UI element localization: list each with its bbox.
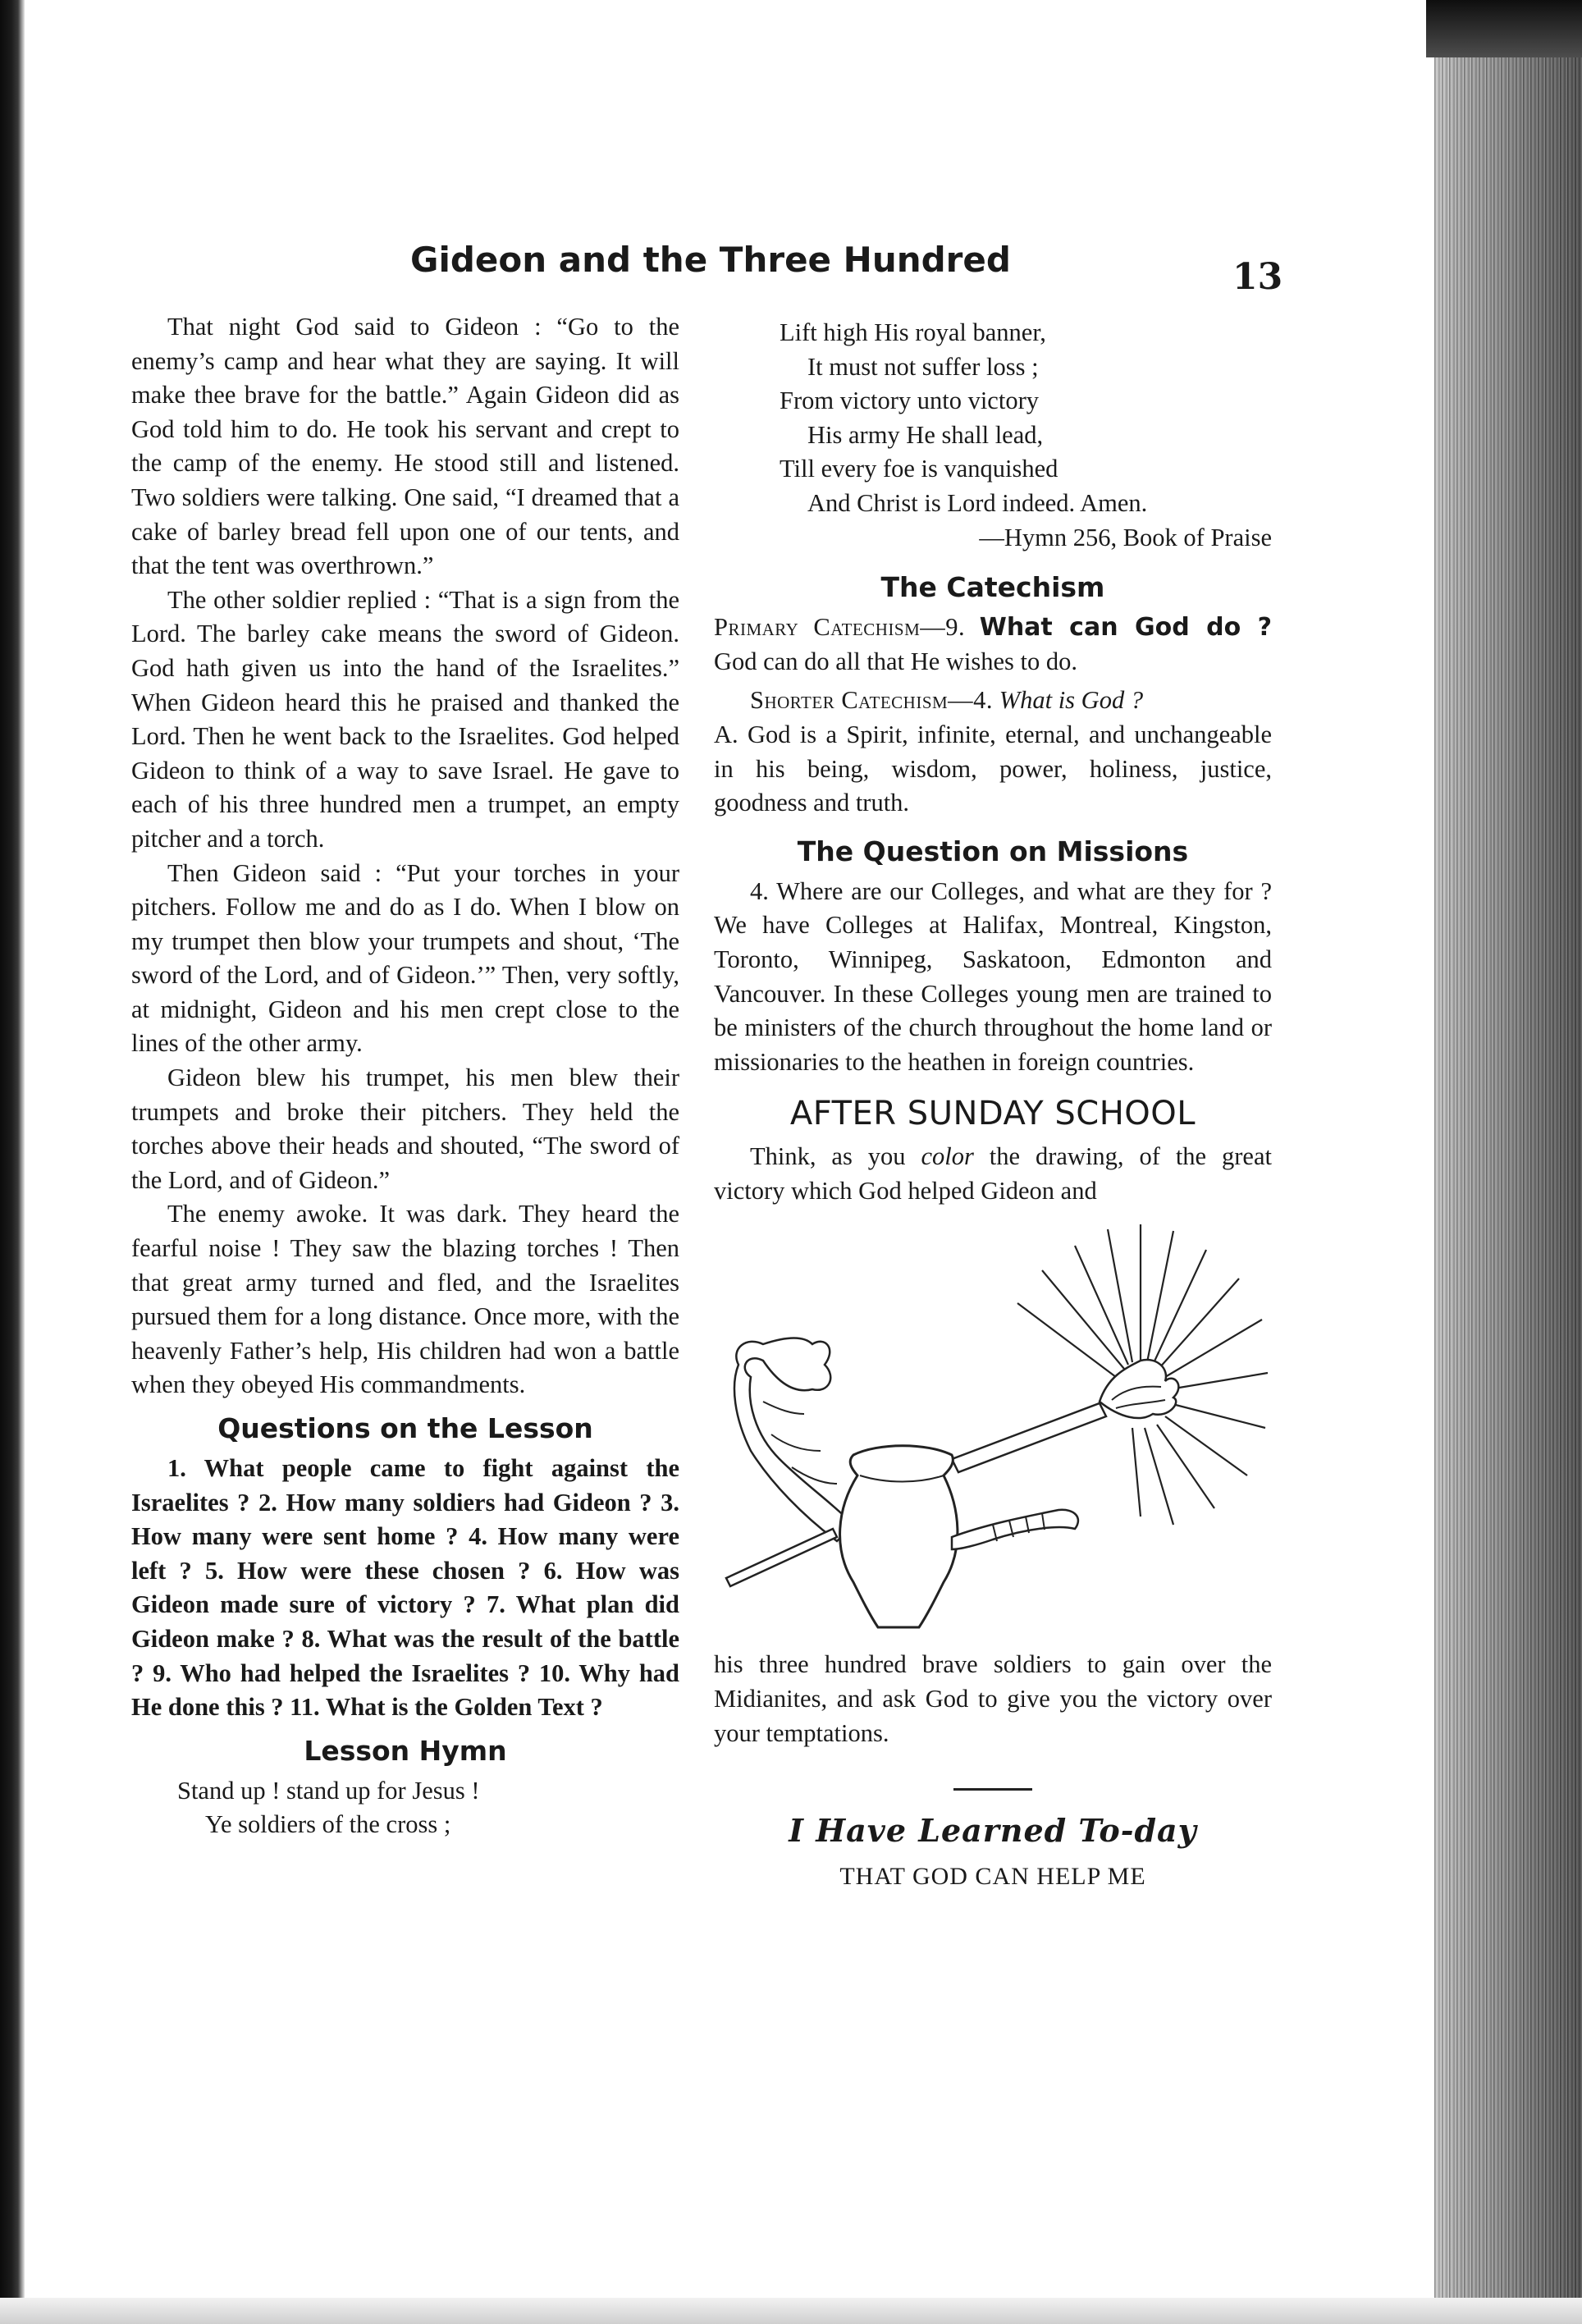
scan-bottom-edge <box>0 2298 1582 2324</box>
scan-left-edge <box>0 0 25 2324</box>
right-column <box>714 316 1272 1893</box>
lesson-hymn-lines <box>177 1774 679 1842</box>
primary-catechism-label: Primary Catechism—9. <box>714 613 966 642</box>
intro-text-end: the drawing, of the great victory which God helped Gideon and <box>714 1142 1272 1205</box>
intro-text-start: Think, as you <box>750 1142 906 1171</box>
primary-catechism-question: What can God do ? <box>979 613 1272 643</box>
primary-catechism-answer: God can do all that He wishes to do. <box>714 647 1078 675</box>
shorter-catechism-answer: A. God is a Spirit, infinite, eternal, and unchangeable in his being, wisdom, power, holiness, justice, goodness and truth. <box>714 720 1272 817</box>
page-number: 13 <box>1232 256 1283 298</box>
page-title: Gideon and the Three Hundred <box>410 240 1011 280</box>
after-sunday-school-intro <box>714 1140 1272 1208</box>
scan-right-top-shadow <box>1426 0 1582 57</box>
missions-heading: The Question on Missions <box>797 835 1189 867</box>
torch-handle <box>952 1403 1106 1472</box>
primary-catechism <box>714 611 1272 679</box>
missions-text: 4. Where are our Colleges, and what are they for ? We have Colleges at Halifax, Montreal, Kingston, Toronto, Winnipeg, Saskatoon, Edmonton and Vancouver. In these Colleges young men are trained to be ministers of the church throughout the home land or missionaries to the heathen in foreign countries. <box>714 876 1272 1076</box>
hymn-line: His army He shall lead, <box>807 420 1044 449</box>
questions-heading: Questions on the Lesson <box>217 1412 593 1444</box>
story-paragraph-1: That night God said to Gideon : “Go to the enemy’s camp and hear what they are saying. It will make thee brave for the battle.” Again Gideon did as God told him to do. He took his servant and crept to the camp of the enemy. He stood still and listened. Two soldiers were talking. One said, “I dreamed that a cake of barley bread fell upon one of our tents, and that the tent was overthrown.” <box>131 313 679 580</box>
torch-flame <box>1100 1360 1178 1418</box>
catechism-heading: The Catechism <box>880 571 1105 604</box>
hymn-line: Till every foe is vanquished <box>780 455 1058 483</box>
story-paragraph-5: The enemy awoke. It was dark. They heard the fearful noise ! They saw the blazing torches ! Then that great army turned and fled, and the Israelites pursued them for a long distance. Once more, with the heavenly Father’s help, His children had won a battle when they obeyed His commandments. <box>131 1200 679 1399</box>
divider <box>953 1788 1032 1791</box>
hymn-line: From victory unto victory <box>780 387 1039 415</box>
scan-page-edges <box>1434 57 1582 2322</box>
questions-text: 1. What people came to fight against the Israelites ? 2. How many soldiers had Gideon ? 3. How many were sent home ? 4. How many were left ? 5. How were these chosen ? 6. How was Gideon made sure of victory ? 7. What plan did Gideon make ? 8. What was the result of the battle ? 9. Who had helped the Israelites ? 10. Why had He done this ? 11. What is the Golden Text ? <box>131 1454 679 1722</box>
sword <box>952 1510 1078 1549</box>
left-column <box>131 310 679 1842</box>
hymn-source: —Hymn 256, Book of Praise <box>979 523 1272 551</box>
story-paragraph-4: Gideon blew his trumpet, his men blew their trumpets and broke their pitchers. They held the torches above their heads and shouted, “The sword of the Lord, and of Gideon.” <box>131 1064 679 1194</box>
lesson-hymn-heading: Lesson Hymn <box>304 1734 507 1767</box>
intro-color-word: color <box>921 1142 974 1171</box>
trumpet-horn <box>734 1338 853 1542</box>
hymn-continuation <box>714 316 1272 521</box>
shorter-catechism-question: What is God ? <box>999 686 1144 715</box>
after-sunday-school-continued: his three hundred brave soldiers to gain over the Midianites, and ask God to give you the victory over your temptations. <box>714 1650 1272 1747</box>
pitcher <box>840 1446 958 1627</box>
story-paragraph-2: The other soldier replied : “That is a sign from the Lord. The barley cake means the sword of Gideon. God hath given us into the hand of the Israelites.” When Gideon heard this he praised and thanked the Lord. Then he went back to the Israelites. God helped Gideon to think of a way to save Israel. He gave to each of his three hundred men a trumpet, an empty pitcher and a torch. <box>131 585 679 853</box>
shorter-catechism-label: Shorter Catechism—4. <box>750 686 994 715</box>
hymn-line: Stand up ! stand up for Jesus ! <box>177 1776 480 1805</box>
hymn-line: It must not suffer loss ; <box>807 352 1039 381</box>
story-paragraph-3: Then Gideon said : “Put your torches in your pitchers. Follow me and do as I do. When I blow on my trumpet then blow your trumpets and shout, ‘The sword of the Lord, and of Gideon.’” Then, very softly, at midnight, Gideon and his men crept close to the lines of the other army. <box>131 858 679 1058</box>
trumpet-pitcher-torch-drawing <box>714 1213 1272 1640</box>
learned-today-heading: I Have Learned To-day <box>789 1812 1197 1850</box>
learned-today-text: THAT GOD CAN HELP ME <box>839 1862 1146 1890</box>
hymn-line: Lift high His royal banner, <box>780 318 1046 346</box>
shorter-catechism <box>714 684 1272 718</box>
after-sunday-school-heading: AFTER SUNDAY SCHOOL <box>789 1095 1196 1133</box>
hymn-line: Ye soldiers of the cross ; <box>205 1810 451 1839</box>
hymn-line: And Christ is Lord indeed. Amen. <box>807 488 1148 517</box>
